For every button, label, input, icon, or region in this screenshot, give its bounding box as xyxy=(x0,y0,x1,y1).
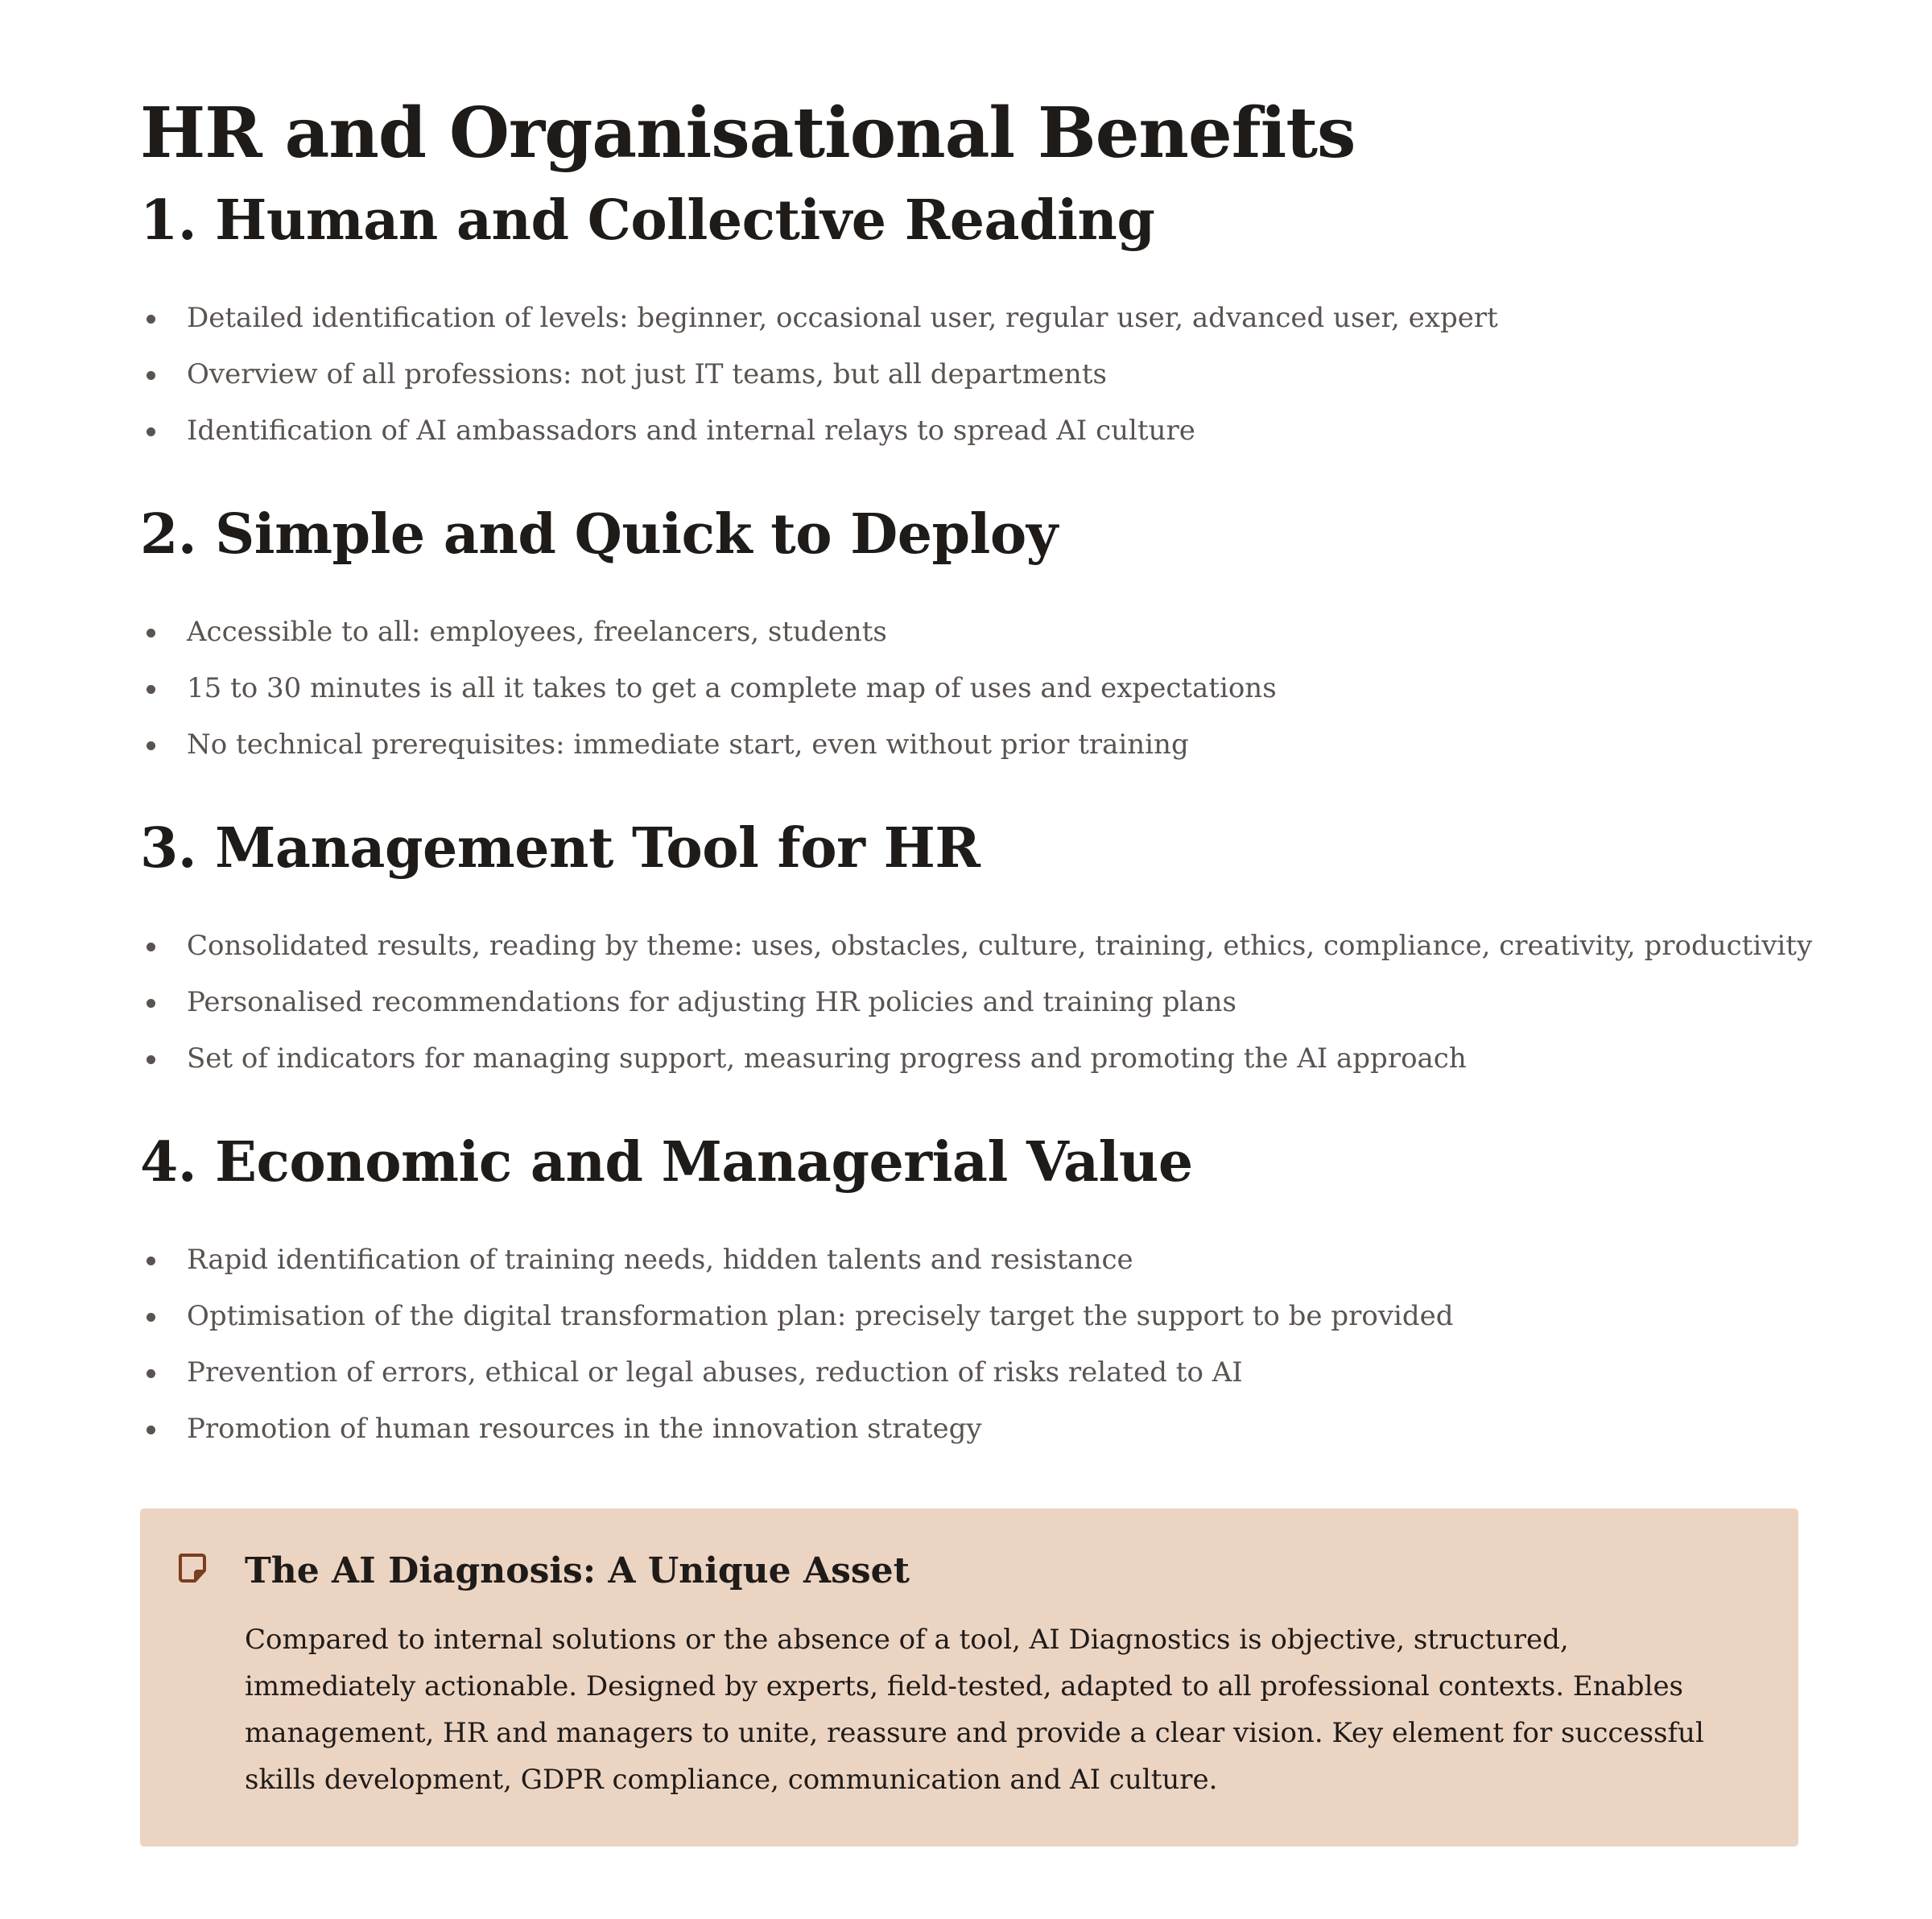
section-heading: 2. Simple and Quick to Deploy xyxy=(140,502,1058,567)
list-item xyxy=(140,346,1792,402)
bullet-dot xyxy=(147,315,155,324)
callout-body: Compared to internal solutions or the absence of a tool, AI Diagnostics is objective, structured, immediately actionable. Designed by experts, field-tested, adapted to all professional contexts. Enables management, HR and managers to unite, reassure and provide a clear vision. Key element for successful skills development, GDPR compliance, communication and AI culture. xyxy=(245,1624,1704,1796)
list-item-text: Set of indicators for managing support, measuring progress and promoting the AI approach xyxy=(187,1042,1467,1075)
section-heading: 3. Management Tool for HR xyxy=(140,816,980,881)
list-item-text: Detailed identification of levels: beginner, occasional user, regular user, advanced user, expert xyxy=(187,302,1498,334)
list-item-text: 15 to 30 minutes is all it takes to get a complete map of uses and expectations xyxy=(187,672,1277,704)
bullet-dot xyxy=(147,629,155,638)
list-item xyxy=(140,1288,1792,1344)
page-title: HR and Organisational Benefits xyxy=(140,93,1356,174)
callout-title: The AI Diagnosis: A Unique Asset xyxy=(245,1550,910,1591)
list-item-text: Optimisation of the digital transformation plan: precisely target the support to be provided xyxy=(187,1300,1454,1332)
section-human-collective-reading xyxy=(140,180,1792,459)
bullet-dot xyxy=(147,999,155,1008)
list-item xyxy=(140,1344,1792,1401)
list-item-text: Personalised recommendations for adjusting HR policies and training plans xyxy=(187,986,1236,1018)
bullet-dot xyxy=(147,1055,155,1064)
section-management-tool-hr xyxy=(140,808,1813,1087)
list-item xyxy=(140,974,1792,1030)
list-item-text: Consolidated results, reading by theme: uses, obstacles, culture, training, ethics, compliance, creativity, productivity xyxy=(187,930,1813,962)
list-item xyxy=(140,1232,1792,1288)
list-item-text: Accessible to all: employees, freelancers, students xyxy=(187,616,887,648)
list-item-text: Identification of AI ambassadors and internal relays to spread AI culture xyxy=(187,415,1195,447)
list-item xyxy=(140,402,1792,459)
bullet-list xyxy=(140,1232,1792,1457)
list-item xyxy=(140,1401,1792,1457)
bullet-dot xyxy=(147,741,155,750)
list-item xyxy=(140,604,1792,660)
bullet-list xyxy=(140,918,1813,1087)
list-item-text: Promotion of human resources in the innovation strategy xyxy=(187,1413,982,1445)
list-item xyxy=(140,290,1792,346)
callout-box xyxy=(140,1508,1798,1847)
bullet-dot xyxy=(147,427,155,436)
bullet-dot xyxy=(147,943,155,951)
list-item xyxy=(140,660,1792,716)
bullet-dot xyxy=(147,685,155,694)
bullet-list xyxy=(140,604,1792,773)
list-item-text: Rapid identification of training needs, hidden talents and resistance xyxy=(187,1244,1133,1276)
note-icon xyxy=(177,1552,208,1584)
section-economic-managerial-value xyxy=(140,1122,1792,1457)
bullet-dot xyxy=(147,371,155,380)
list-item xyxy=(140,1030,1792,1087)
list-item-text: Prevention of errors, ethical or legal abuses, reduction of risks related to AI xyxy=(187,1356,1243,1389)
bullet-dot xyxy=(147,1313,155,1322)
section-heading: 4. Economic and Managerial Value xyxy=(140,1130,1193,1195)
bullet-dot xyxy=(147,1369,155,1378)
bullet-dot xyxy=(147,1257,155,1265)
section-simple-quick-deploy xyxy=(140,494,1792,773)
bullet-dot xyxy=(147,1426,155,1434)
list-item-text: No technical prerequisites: immediate start, even without prior training xyxy=(187,728,1189,761)
list-item xyxy=(140,716,1792,773)
bullet-list xyxy=(140,290,1792,459)
section-heading: 1. Human and Collective Reading xyxy=(140,188,1155,253)
list-item xyxy=(140,918,1813,974)
list-item-text: Overview of all professions: not just IT teams, but all departments xyxy=(187,358,1107,390)
